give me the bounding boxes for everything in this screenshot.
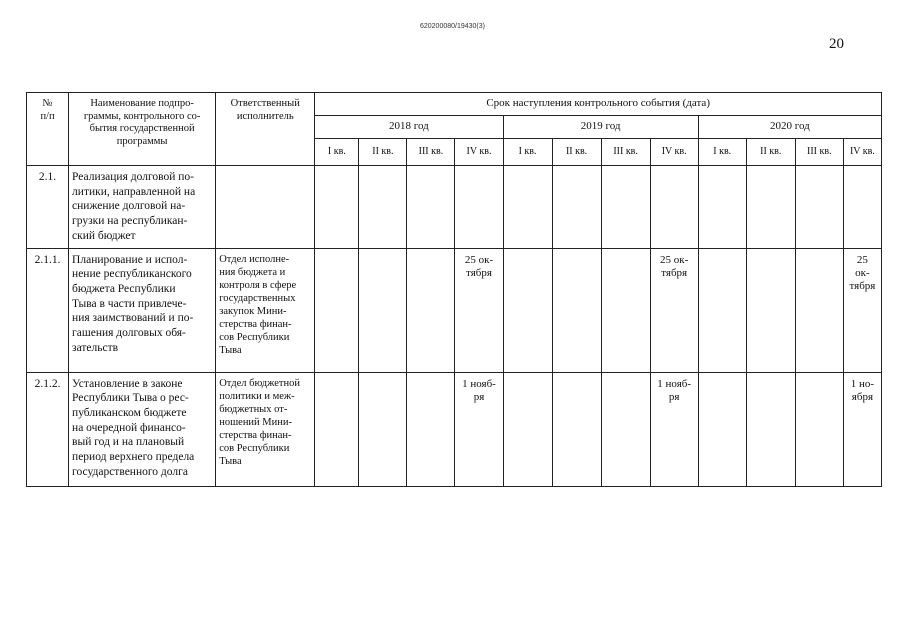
header-quarter: II кв. (359, 139, 407, 166)
quarter-cell (795, 166, 843, 249)
quarter-cell (455, 166, 503, 249)
quarter-cell: 25 ок- тября (843, 248, 881, 372)
header-quarter: IV кв. (455, 139, 503, 166)
row-responsible (216, 166, 315, 249)
row-responsible: Отдел бюджетной политики и меж- бюджетных от- ношений Мини- стерства финан- сов Республики Тыва (216, 372, 315, 486)
quarter-cell (359, 248, 407, 372)
header-quarter: IV кв. (650, 139, 698, 166)
page-number: 20 (829, 36, 844, 52)
quarter-cell (407, 372, 455, 486)
header-name: Наименование подпро- граммы, контрольного со- бытия государственной программы (69, 93, 216, 166)
quarter-cell (407, 248, 455, 372)
quarter-cell: 1 нояб- ря (650, 372, 698, 486)
quarter-cell (359, 166, 407, 249)
quarter-cell (407, 166, 455, 249)
header-number: № п/п (27, 93, 69, 166)
quarter-cell (503, 166, 552, 249)
quarter-cell (795, 372, 843, 486)
row-number: 2.1.1. (27, 248, 69, 372)
quarter-cell: 1 но- ября (843, 372, 881, 486)
quarter-cell (843, 166, 881, 249)
quarter-cell (552, 372, 601, 486)
table-row (27, 372, 882, 486)
quarter-cell (552, 166, 601, 249)
quarter-cell (650, 166, 698, 249)
header-quarter: III кв. (795, 139, 843, 166)
row-event-name: Планирование и испол- нение республиканского бюджета Республики Тыва в части привлече- ния заимствований и по- гашения долговых обя- зательств (69, 248, 216, 372)
header-quarter: IV кв. (843, 139, 881, 166)
header-responsible: Ответственный исполнитель (216, 93, 315, 166)
quarter-cell (795, 248, 843, 372)
quarter-cell (601, 248, 650, 372)
table-row (27, 166, 882, 249)
row-event-name: Установление в законе Республики Тыва о рес- публиканском бюджете на очередной финансо- вый год и на плановый период верхнего предела государственного долга (69, 372, 216, 486)
quarter-cell (698, 248, 746, 372)
row-responsible: Отдел исполне- ния бюджета и контроля в сфере государственных закупок Мини- стерства финан- сов Республики Тыва (216, 248, 315, 372)
table-body (27, 166, 882, 487)
header-quarter: III кв. (407, 139, 455, 166)
header-quarter: II кв. (552, 139, 601, 166)
table-row (27, 248, 882, 372)
quarter-cell (315, 166, 359, 249)
header-quarter: II кв. (746, 139, 795, 166)
quarter-cell (698, 372, 746, 486)
quarter-cell: 1 нояб- ря (455, 372, 503, 486)
document-code: 620200080/19430(3) (419, 23, 485, 30)
header-quarter: I кв. (503, 139, 552, 166)
header-term: Срок наступления контрольного события (дата) (315, 93, 882, 116)
header-quarter: I кв. (315, 139, 359, 166)
quarter-cell (503, 248, 552, 372)
row-number: 2.1.2. (27, 372, 69, 486)
quarter-cell: 25 ок- тября (455, 248, 503, 372)
header-year-2020: 2020 год (698, 116, 881, 139)
quarter-cell (552, 248, 601, 372)
quarter-cell (746, 372, 795, 486)
quarter-cell (315, 372, 359, 486)
quarter-cell (746, 166, 795, 249)
control-events-table (26, 92, 882, 487)
header-quarter: III кв. (601, 139, 650, 166)
row-number: 2.1. (27, 166, 69, 249)
quarter-cell (315, 248, 359, 372)
header-year-2018: 2018 год (315, 116, 503, 139)
quarter-cell: 25 ок- тября (650, 248, 698, 372)
quarter-cell (503, 372, 552, 486)
header-quarter: I кв. (698, 139, 746, 166)
quarter-cell (746, 248, 795, 372)
quarter-cell (601, 166, 650, 249)
quarter-cell (601, 372, 650, 486)
quarter-cell (698, 166, 746, 249)
row-event-name: Реализация долговой по- литики, направленной на снижение долговой на- грузки на республикан- ский бюджет (69, 166, 216, 249)
header-year-2019: 2019 год (503, 116, 698, 139)
quarter-cell (359, 372, 407, 486)
